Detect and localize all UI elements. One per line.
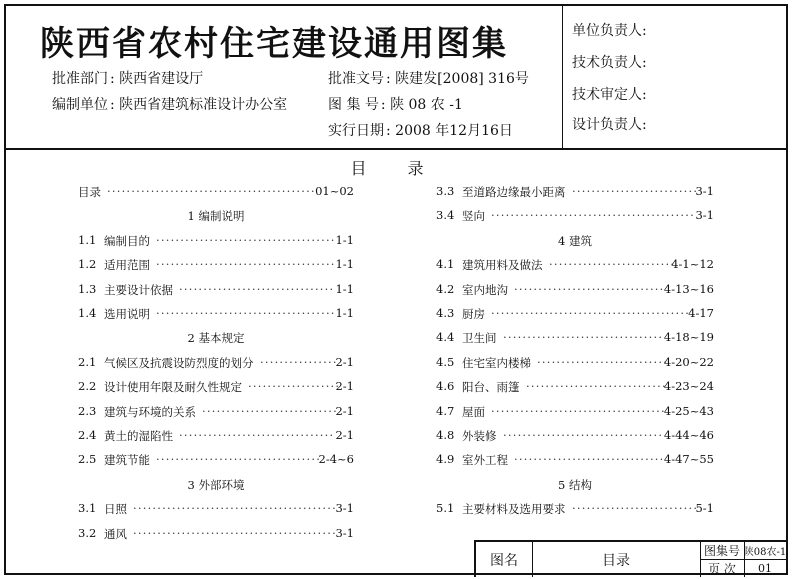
- toc-entry-text: 黄土的湿陷性: [104, 429, 173, 443]
- toc-entry-page: 4-44~46: [663, 428, 714, 442]
- toc-entry-text: 选用说明: [104, 307, 150, 321]
- toc-entry-page: 4-20~22: [663, 354, 714, 369]
- toc-entry-number: 3.3: [436, 184, 455, 198]
- compile-unit-label: 编制单位: [52, 97, 108, 113]
- toc-entry-number: 3.2: [78, 525, 97, 540]
- toc-entry-text: 通风: [104, 526, 127, 541]
- atlas-no: 图 集 号 : 陕 08 农 -1: [328, 97, 463, 113]
- effective-date-value: 2008 年12月16日: [395, 123, 513, 139]
- approval-doc-label: 批准文号: [328, 71, 384, 87]
- toc-entry-number: 2.2: [78, 379, 97, 394]
- effective-date: 实行日期 : 2008 年12月16日: [328, 123, 513, 139]
- toc-entry[interactable]: [436, 355, 714, 373]
- toc-entry-page: 4-13~16: [663, 281, 714, 296]
- toc-entry-page: 5-1: [695, 501, 714, 516]
- toc-leader-dots: ··························: [572, 184, 699, 198]
- toc-leader-dots: ·································: [503, 428, 664, 442]
- toc-entry-text: 建筑与环境的关系: [104, 404, 196, 419]
- toc-entry[interactable]: [436, 501, 714, 519]
- approval-doc: 批准文号 : 陕建发[2008] 316号: [328, 71, 529, 87]
- toc-entry-number: 4.2: [436, 281, 455, 296]
- responsible-unit: 单位负责人:: [572, 23, 647, 39]
- toc-entry-text: 适用范围: [104, 258, 150, 273]
- toc-entry[interactable]: [78, 404, 354, 422]
- toc-leader-dots: ··········································: [133, 525, 337, 540]
- responsible-review: 技术审定人:: [572, 87, 647, 103]
- toc-entry-number: 4.4: [436, 330, 455, 345]
- toc-leader-dots: ································: [179, 428, 335, 442]
- toc-entry-number: 1.1: [78, 232, 97, 247]
- toc-leader-dots: ··························: [572, 501, 699, 516]
- toc-entry-page: 1-1: [335, 306, 354, 320]
- toc-section-heading: 5 结构: [558, 477, 592, 492]
- toc-entry[interactable]: [78, 526, 354, 544]
- toc-entry-number: 1.2: [78, 257, 97, 272]
- toc-leader-dots: ················: [260, 354, 338, 369]
- toc-entry-text: 竖向: [462, 209, 485, 224]
- toc-entry[interactable]: [436, 428, 714, 446]
- toc-entry-page: 4-1~12: [671, 257, 714, 272]
- toc-leader-dots: ·····································: [156, 306, 336, 320]
- toc-leader-dots: ···························: [537, 354, 669, 369]
- toc-entry[interactable]: [78, 501, 354, 519]
- toc-entry-text: 室内地沟: [462, 282, 508, 297]
- atlas-no-label: 图 集 号: [328, 97, 379, 113]
- toc-entry[interactable]: [78, 282, 354, 300]
- toc-entry-text: 主要设计依据: [104, 282, 173, 297]
- toc-leader-dots: ·······························: [514, 452, 665, 467]
- toc-section-heading: 2 基本规定: [187, 331, 245, 346]
- toc-leader-dots: ·································: [503, 330, 664, 345]
- toc-entry-page: 3-1: [335, 501, 354, 516]
- toc-entry-page: 4-17: [688, 306, 714, 320]
- toc-entry-page: 3-1: [695, 184, 714, 198]
- toc-entry-number: 4.7: [436, 403, 455, 418]
- compile-unit: 编制单位 : 陕西省建筑标准设计办公室: [52, 97, 288, 113]
- toc-entry[interactable]: [78, 428, 354, 446]
- toc-entry[interactable]: [436, 452, 714, 470]
- toc-entry-page: 1-1: [335, 281, 354, 296]
- toc-entry[interactable]: [436, 208, 714, 226]
- toc-entry[interactable]: [436, 379, 714, 397]
- approval-doc-value: 陕建发[2008] 316号: [395, 71, 529, 87]
- toc-entry-text: 建筑节能: [104, 453, 150, 468]
- toc-entry[interactable]: [78, 306, 354, 324]
- toc-leader-dots: ··································: [156, 452, 322, 467]
- toc-entry-number: 3.1: [78, 501, 97, 516]
- toc-entry[interactable]: [436, 257, 714, 275]
- toc-entry-page: 1-1: [335, 232, 354, 247]
- toc-section-heading: 1 编制说明: [187, 209, 245, 224]
- title-block-page-label: 页 次: [708, 562, 736, 576]
- toc-leader-dots: ····························: [202, 403, 338, 418]
- compile-unit-value: 陕西省建筑标准设计办公室: [119, 97, 288, 113]
- toc-entry[interactable]: [436, 184, 714, 202]
- title-block-page-value: 01: [758, 562, 772, 575]
- toc-entry-number: 2.4: [78, 428, 97, 442]
- toc-entry-text: 气候区及抗震设防烈度的划分: [104, 355, 254, 370]
- effective-date-label: 实行日期: [328, 123, 384, 139]
- toc-leader-dots: ··························: [549, 257, 676, 272]
- title-block-name-value: 目录: [602, 552, 630, 569]
- toc-entry-number: 1.4: [78, 306, 97, 320]
- toc-entry[interactable]: [78, 257, 354, 275]
- main-title: 陕西省农村住宅建设通用图集: [40, 24, 508, 64]
- toc-entry[interactable]: [78, 379, 354, 397]
- toc-entry-page: 1-1: [335, 257, 354, 272]
- atlas-no-value: 陕 08 农 -1: [390, 97, 463, 113]
- toc-entry-number: 4.5: [436, 354, 455, 369]
- toc-entry-page: 2-1: [335, 428, 354, 442]
- approval-dept-value: 陕西省建设厅: [119, 71, 204, 87]
- toc-entry-number: 2.5: [78, 452, 97, 467]
- toc-entry[interactable]: [436, 282, 714, 300]
- toc-entry-page: 2-1: [335, 403, 354, 418]
- toc-entry-text: 阳台、雨篷: [462, 380, 520, 395]
- toc-leader-dots: ··········································: [491, 208, 695, 223]
- toc-entry-page: 3-1: [335, 525, 354, 540]
- title-block-atlas-value: 陕08农-1: [743, 547, 787, 558]
- toc-entry-number: 3.4: [436, 208, 455, 223]
- toc-entry-text: 厨房: [462, 307, 485, 321]
- title-block-atlas-label: 图集号: [703, 544, 740, 558]
- toc-entry-page: 2-1: [335, 354, 354, 369]
- toc-entry-number: 4.3: [436, 306, 455, 320]
- toc-entry[interactable]: [436, 404, 714, 422]
- toc-entry-number: 4.6: [436, 379, 455, 394]
- toc-entry-text: 住宅室内楼梯: [462, 355, 531, 370]
- responsible-tech: 技术负责人:: [572, 55, 647, 71]
- responsible-design: 设计负责人:: [572, 117, 647, 133]
- drawing-frame: [4, 4, 788, 575]
- toc-leader-dots: ································: [179, 281, 335, 296]
- toc-entry[interactable]: [436, 306, 714, 324]
- header: [6, 6, 786, 150]
- toc-leader-dots: ··········································: [133, 501, 337, 516]
- toc-leader-dots: ·····································: [156, 232, 336, 247]
- toc-leader-dots: ·····································: [156, 257, 336, 272]
- toc-leader-dots: ···················: [248, 379, 341, 394]
- toc-entry-text: 至道路边缘最小距离: [462, 185, 566, 199]
- toc-leader-dots: ·····························: [526, 379, 667, 394]
- toc-section-heading: 3 外部环境: [187, 477, 245, 492]
- toc-entry-text: 目录: [78, 185, 101, 199]
- toc-entry-number: 4.9: [436, 452, 455, 467]
- toc-entry[interactable]: [78, 233, 354, 251]
- toc-entry-text: 屋面: [462, 404, 485, 419]
- toc-section-heading: 4 建筑: [558, 233, 592, 248]
- toc-entry[interactable]: [78, 184, 354, 202]
- toc-entry-number: 2.3: [78, 403, 97, 418]
- toc-entry-number: 2.1: [78, 354, 97, 369]
- header-left-panel: [6, 6, 563, 148]
- toc-entry-page: 2-1: [335, 379, 354, 394]
- toc-entry-page: 2-4~6: [318, 452, 354, 467]
- toc-entry-text: 卫生间: [462, 331, 497, 346]
- toc-leader-dots: ·········································: [491, 306, 691, 320]
- toc-title: 目 录: [350, 159, 442, 178]
- toc-entry-text: 室外工程: [462, 453, 508, 468]
- toc-entry-number: 1.3: [78, 281, 97, 296]
- toc-entry-page: 4-47~55: [663, 452, 714, 467]
- toc-entry-page: 01~02: [315, 184, 354, 198]
- toc-leader-dots: ·······························: [514, 281, 665, 296]
- toc-entry-text: 编制目的: [104, 233, 150, 248]
- toc-entry-text: 设计使用年限及耐久性规定: [104, 380, 242, 395]
- toc-entry-text: 建筑用料及做法: [462, 258, 543, 273]
- toc-entry-number: 4.1: [436, 257, 455, 272]
- toc-entry-text: 外装修: [462, 429, 497, 443]
- toc-entry-page: 4-25~43: [663, 403, 714, 418]
- toc-entry-page: 3-1: [695, 208, 714, 223]
- toc-entry-number: 5.1: [436, 501, 455, 516]
- toc-leader-dots: ····································: [491, 403, 666, 418]
- approval-dept: 批准部门 : 陕西省建设厅: [52, 71, 204, 87]
- toc-entry-page: 4-18~19: [663, 330, 714, 345]
- toc-entry-text: 日照: [104, 502, 127, 517]
- toc-leader-dots: ···········································: [107, 184, 316, 198]
- toc-entry[interactable]: [78, 452, 354, 470]
- toc-entry[interactable]: [436, 330, 714, 348]
- approval-dept-label: 批准部门: [52, 71, 108, 87]
- title-block: [474, 540, 786, 577]
- toc-entry-number: 4.8: [436, 428, 455, 442]
- toc-entry-text: 主要材料及选用要求: [462, 502, 566, 517]
- title-block-name-label: 图名: [490, 552, 518, 569]
- toc-entry[interactable]: [78, 355, 354, 373]
- toc-entry-page: 4-23~24: [663, 379, 714, 394]
